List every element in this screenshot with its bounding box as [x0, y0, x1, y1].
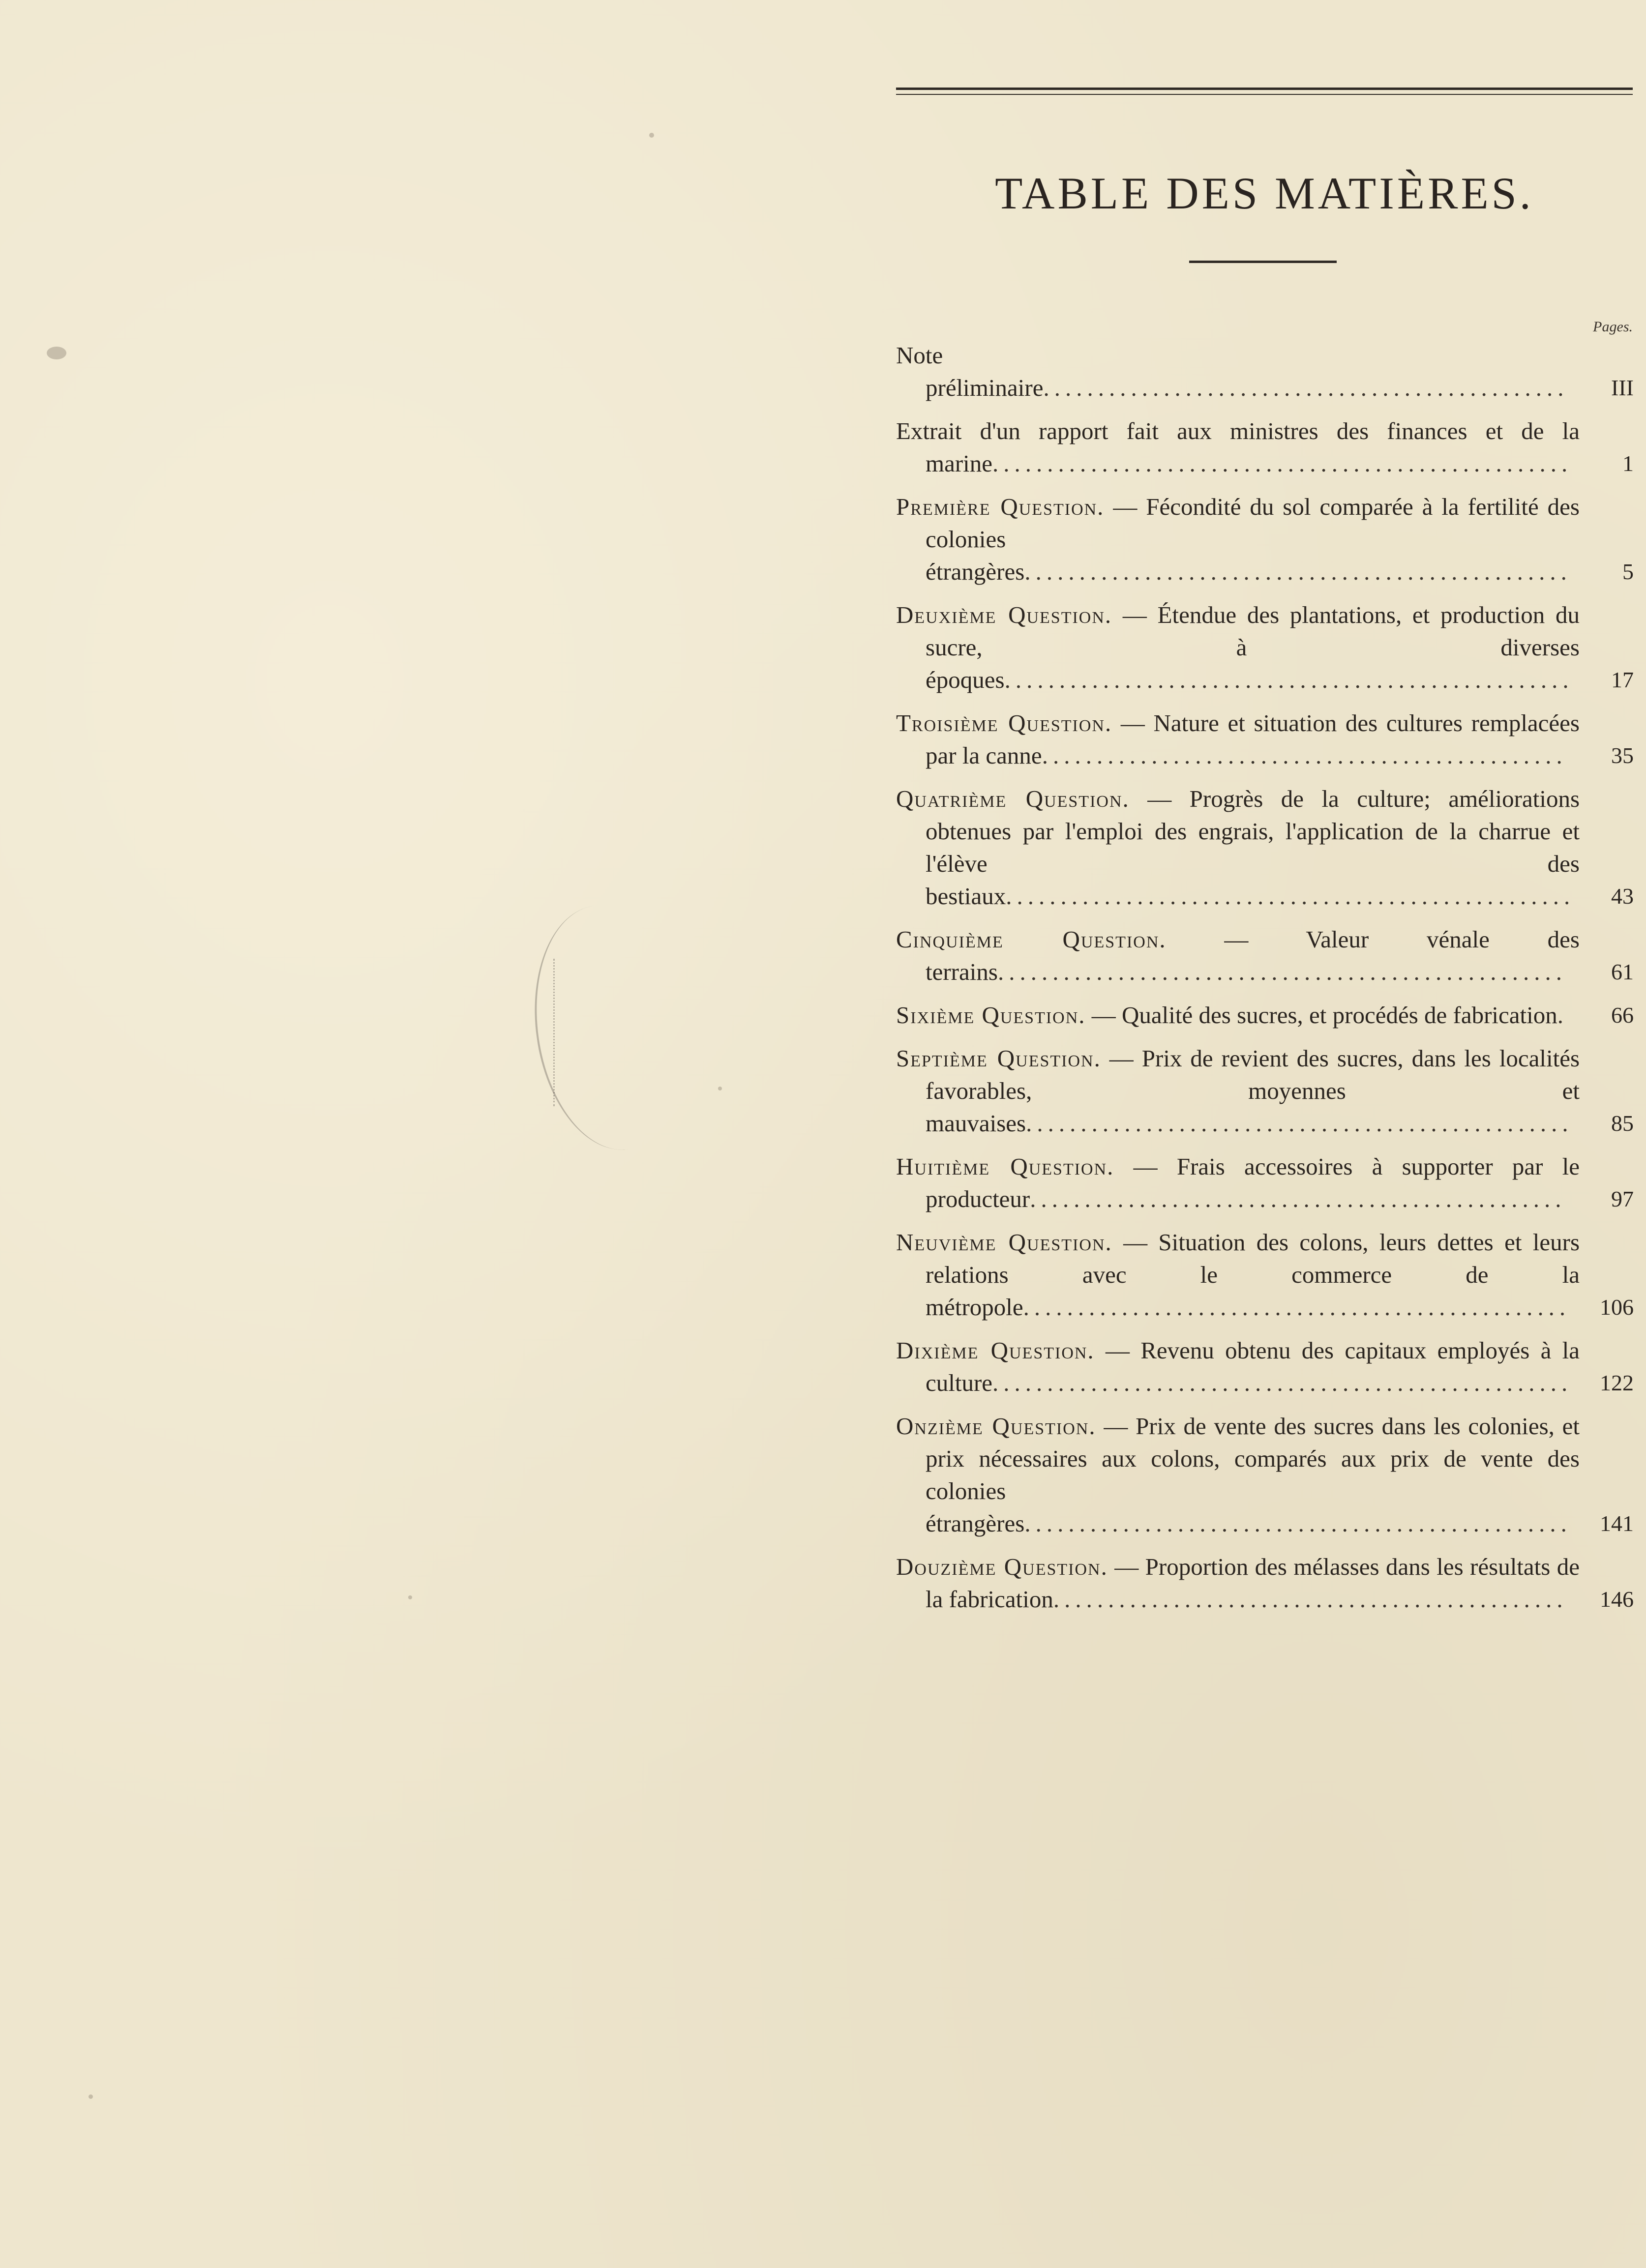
toc-entry-title: — Progrès de la culture; améliorations obtenues par l'emploi des engrais, l'application de la charrue et l'élève des bestiaux	[926, 785, 1580, 910]
toc-entry-text	[896, 1410, 1580, 1540]
toc-entry-text	[896, 1150, 1580, 1215]
paper-speck	[649, 133, 654, 138]
toc-entry-page-number: 106	[1600, 1295, 1634, 1320]
toc-entry-question-label: Neuvième Question.	[896, 1229, 1112, 1256]
toc-entry-text	[896, 339, 1580, 404]
toc-entry-page-number: 5	[1622, 559, 1634, 584]
dot-leader: ..................................................	[1023, 1294, 1571, 1321]
toc-entry	[896, 999, 1634, 1031]
toc-entry-title: — Fécondité du sol comparée à la fertilité des colonies étrangères	[926, 493, 1580, 585]
toc-entry-title: Extrait d'un rapport fait aux ministres des finances et de la marine	[896, 417, 1580, 477]
toc-entry	[896, 923, 1634, 988]
dot-leader: .....................................................	[992, 450, 1573, 477]
toc-entry-title: — Nature et situation des cultures remplacées par la canne	[926, 709, 1580, 769]
toc-entry-question-label: Troisième Question.	[896, 709, 1112, 736]
toc-entry-text	[896, 783, 1580, 913]
dot-leader: ................................................	[1043, 374, 1569, 401]
toc-entry-title: — Étendue des plantations, et production du sucre, à diverses époques	[926, 601, 1580, 693]
toc-entry	[896, 1226, 1634, 1324]
pages-column-heading: Pages.	[1593, 319, 1633, 335]
toc-entry	[896, 1042, 1634, 1140]
dot-leader: ..................................................	[1024, 1510, 1572, 1537]
toc-entry	[896, 1410, 1634, 1540]
paper-speck	[408, 1595, 412, 1599]
library-stamp-text-trace	[553, 959, 584, 1106]
toc-entry-page-number: 85	[1611, 1111, 1634, 1136]
toc-entry	[896, 415, 1634, 480]
toc-entry-title: — Revenu obtenu des capitaux employés à la culture	[926, 1337, 1580, 1396]
toc-entry-title: — Qualité des sucres, et procédés de fabrication	[1091, 1001, 1557, 1029]
toc-entry-question-label: Quatrième Question.	[896, 785, 1130, 812]
toc-entry-question-label: Onzième Question.	[896, 1413, 1096, 1440]
library-stamp-mark	[520, 895, 702, 1159]
toc-entry-question-label: Sixième Question.	[896, 1001, 1086, 1029]
toc-entry	[896, 339, 1634, 404]
toc-entry-text	[896, 999, 1580, 1031]
toc-entry-title: — Proportion des mélasses dans les résultats de la fabrication	[926, 1553, 1580, 1613]
toc-entry-text	[896, 707, 1580, 772]
dot-leader: ....................................................	[1004, 666, 1574, 693]
dot-leader: .................................................	[1030, 1185, 1566, 1212]
toc-entry-question-label: Dixième Question.	[896, 1337, 1095, 1364]
toc-entry-text	[896, 923, 1580, 988]
toc-entry-text	[896, 1042, 1580, 1140]
toc-entry-question-label: Septième Question.	[896, 1045, 1101, 1072]
dot-leader: ..................................................	[1026, 1110, 1573, 1137]
dot-leader: ....................................................	[997, 958, 1567, 985]
table-of-contents	[896, 339, 1634, 1626]
dot-leader: ...............................................	[1053, 1586, 1568, 1613]
page-title: TABLE DES MATIÈRES.	[995, 168, 1534, 218]
toc-entry-title: — Prix de vente des sucres dans les colonies, et prix nécessaires aux colons, comparés aux prix de vente des colonies étrangères	[926, 1413, 1580, 1537]
toc-entry-page-number: 66	[1611, 1002, 1634, 1028]
toc-entry-title: Note préliminaire	[896, 342, 1044, 401]
toc-entry	[896, 1334, 1634, 1399]
toc-entry-question-label: Douzième Question.	[896, 1553, 1108, 1580]
toc-entry-text	[896, 1334, 1580, 1399]
toc-entry-title: — Valeur vénale des terrains	[926, 926, 1580, 985]
header-double-rule	[896, 88, 1633, 95]
toc-entry-text	[896, 1226, 1580, 1324]
dot-leader: ................................................	[1042, 742, 1567, 769]
toc-entry-text	[896, 599, 1580, 696]
toc-entry	[896, 1150, 1634, 1215]
toc-entry-page-number: 141	[1600, 1511, 1634, 1536]
paper-stain	[47, 347, 66, 359]
toc-entry	[896, 599, 1634, 696]
toc-entry-page-number: 146	[1600, 1587, 1634, 1612]
toc-entry-title: — Situation des colons, leurs dettes et leurs relations avec le commerce de la métropole	[926, 1229, 1580, 1321]
dot-leader: .	[1557, 1001, 1569, 1029]
paper-speck	[89, 2094, 93, 2099]
toc-entry-text	[896, 491, 1580, 588]
toc-entry-page-number: 61	[1611, 959, 1634, 984]
toc-entry-page-number: 17	[1611, 667, 1634, 692]
toc-entry-title: — Frais accessoires à supporter par le producteur	[926, 1153, 1580, 1212]
toc-entry-title: — Prix de revient des sucres, dans les localités favorables, moyennes et mauvaises	[926, 1045, 1580, 1137]
toc-entry-page-number: 1	[1622, 451, 1634, 476]
toc-entry-page-number: 97	[1611, 1186, 1634, 1211]
toc-entry-page-number: 43	[1611, 884, 1634, 909]
toc-entry	[896, 707, 1634, 772]
toc-entry-text	[896, 415, 1580, 480]
toc-entry	[896, 1551, 1634, 1616]
toc-entry-text	[896, 1551, 1580, 1616]
toc-entry-question-label: Cinquième Question.	[896, 926, 1167, 953]
dot-leader: .....................................................	[992, 1369, 1573, 1396]
dot-leader: ....................................................	[1006, 883, 1575, 910]
toc-entry	[896, 491, 1634, 588]
paper-speck	[718, 1087, 722, 1090]
toc-entry-question-label: Deuxième Question.	[896, 601, 1112, 628]
toc-entry-question-label: Première Question.	[896, 493, 1105, 520]
toc-entry-page-number: 122	[1600, 1370, 1634, 1395]
title-underline-rule	[1189, 261, 1337, 263]
toc-entry-page-number: 35	[1611, 743, 1634, 768]
toc-entry-page-number: III	[1611, 375, 1634, 400]
toc-entry	[896, 783, 1634, 913]
toc-entry-question-label: Huitième Question.	[896, 1153, 1114, 1180]
dot-leader: ..................................................	[1024, 558, 1572, 585]
